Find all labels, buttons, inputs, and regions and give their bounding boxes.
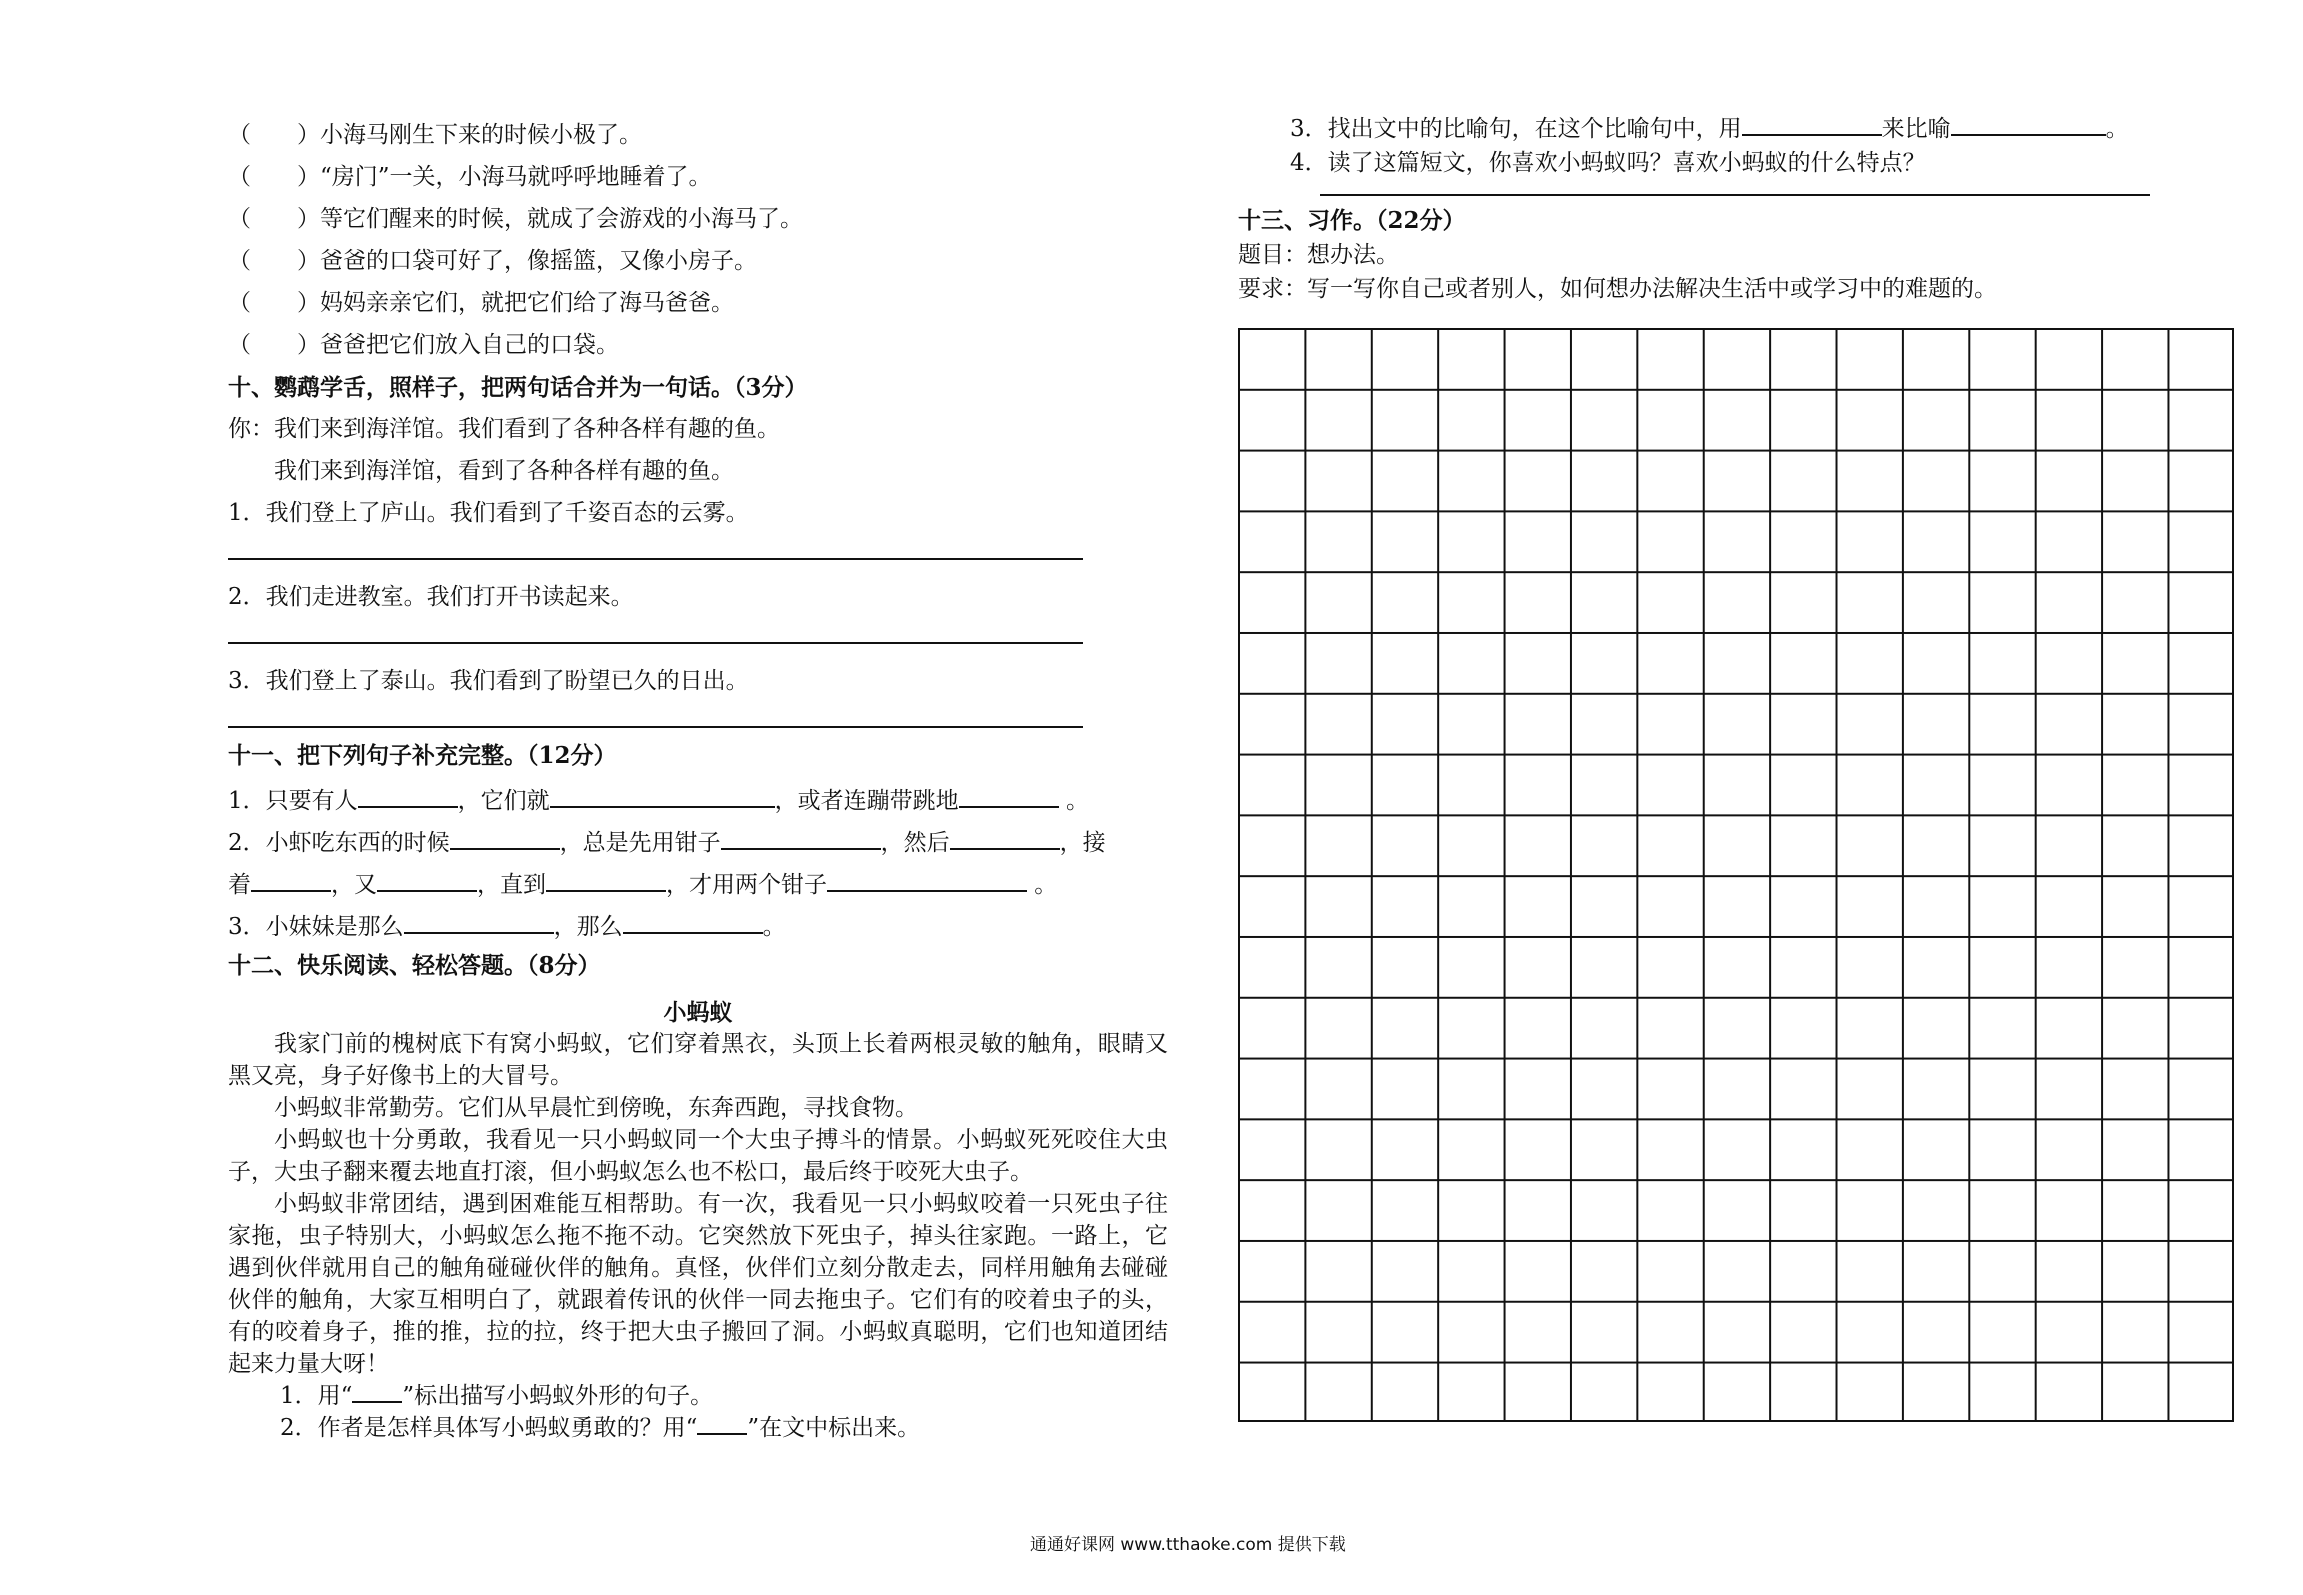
story-paragraph: 小蚂蚁非常勤劳。它们从早晨忙到傍晚，东奔西跑，寻找食物。 xyxy=(274,1095,918,1121)
right-column xyxy=(1238,112,2248,306)
wavy-line-sample xyxy=(352,1383,402,1403)
text: ，接 xyxy=(1059,830,1106,856)
blank[interactable] xyxy=(404,910,554,934)
blank[interactable] xyxy=(251,868,331,892)
text: 来比喻 xyxy=(1881,116,1951,142)
merge-question-1: 1．我们登上了庐山。我们看到了千姿百态的云雾。 xyxy=(228,500,749,526)
text: ，或者连蹦带跳地 xyxy=(774,788,959,814)
text: ，才用两个钳子 xyxy=(666,872,827,898)
fill-question-2-cont xyxy=(228,868,1228,910)
section-11-title: 十一、把下列句子补充完整。（12分） xyxy=(228,742,617,769)
order-item: （ ）小海马刚生下来的时候小极了。 xyxy=(228,122,642,148)
text: 。 xyxy=(2105,116,2129,142)
answer-line[interactable] xyxy=(228,558,1083,560)
story-body xyxy=(228,1028,1168,1380)
story-paragraph: 小蚂蚁也十分勇敢，我看见一只小蚂蚁同一个大虫子搏斗的情景。小蚂蚁死死咬住大虫子，大虫子翻来覆去地直打滚，但小蚂蚁怎么也不松口，最后终于咬死大虫子。 xyxy=(228,1127,1168,1185)
order-item: （ ）妈妈亲亲它们，就把它们给了海马爸爸。 xyxy=(228,290,734,316)
blank[interactable] xyxy=(623,910,763,934)
text: ，它们就 xyxy=(457,788,550,814)
fill-question-1 xyxy=(228,784,1228,826)
example-answer: 我们来到海洋馆，看到了各种各样有趣的鱼。 xyxy=(274,458,734,484)
blank[interactable] xyxy=(1951,112,2106,136)
text: ”标出描写小蚂蚁外形的句子。 xyxy=(402,1383,714,1409)
text: 。 xyxy=(762,914,786,940)
reading-question-3 xyxy=(1238,112,2248,146)
blank[interactable] xyxy=(546,868,666,892)
left-column xyxy=(228,122,1228,1444)
story-title: 小蚂蚁 xyxy=(663,999,733,1026)
section-12-title: 十二、快乐阅读、轻松答题。（8分） xyxy=(228,952,601,979)
text: 着 xyxy=(228,872,251,898)
story-paragraph: 我家门前的槐树底下有窝小蚂蚁，它们穿着黑衣，头顶上长着两根灵敏的触角，眼睛又黑又亮，身子好像书上的大冒号。 xyxy=(228,1031,1168,1089)
text: 1．只要有人 xyxy=(228,788,358,814)
text: 。 xyxy=(1058,788,1089,814)
blank[interactable] xyxy=(827,868,1027,892)
order-item: （ ）“房门”一关，小海马就呼呼地睡着了。 xyxy=(228,164,712,190)
essay-requirement: 要求：写一写你自己或者别人，如何想办法解决生活中或学习中的难题的。 xyxy=(1238,276,1997,302)
text: 3．小妹妹是那么 xyxy=(228,914,404,940)
text: 2．小虾吃东西的时候 xyxy=(228,830,450,856)
text: 2．作者是怎样具体写小蚂蚁勇敢的？用“ xyxy=(280,1415,698,1441)
text: ，然后 xyxy=(880,830,950,856)
example-sentence: 你：我们来到海洋馆。我们看到了各种各样有趣的鱼。 xyxy=(228,416,780,442)
text: ，直到 xyxy=(477,872,546,898)
text: ，又 xyxy=(331,872,377,898)
text: ”在文中标出来。 xyxy=(747,1415,921,1441)
section-13-title: 十三、习作。（22分） xyxy=(1238,207,1466,234)
answer-line[interactable] xyxy=(228,642,1083,644)
text: 3．找出文中的比喻句，在这个比喻句中，用 xyxy=(1290,116,1742,142)
order-item: （ ）爸爸的口袋可好了，像摇篮，又像小房子。 xyxy=(228,248,757,274)
blank[interactable] xyxy=(377,868,477,892)
reading-question-4: 4．读了这篇短文，你喜欢小蚂蚁吗？喜欢小蚂蚁的什么特点？ xyxy=(1290,150,1926,176)
text: ，总是先用钳子 xyxy=(559,830,721,856)
answer-line[interactable] xyxy=(1320,194,2150,196)
text: 1．用“ xyxy=(280,1383,353,1409)
order-item: （ ）等它们醒来的时候，就成了会游戏的小海马了。 xyxy=(228,206,803,232)
fill-question-2 xyxy=(228,826,1228,868)
merge-question-3: 3．我们登上了泰山。我们看到了盼望已久的日出。 xyxy=(228,668,749,694)
fill-question-3 xyxy=(228,910,1228,952)
blank[interactable] xyxy=(959,784,1059,808)
text: ，那么 xyxy=(553,914,623,940)
essay-topic: 题目：想办法。 xyxy=(1238,242,1399,268)
merge-question-2: 2．我们走进教室。我们打开书读起来。 xyxy=(228,584,634,610)
blank[interactable] xyxy=(950,826,1060,850)
text: 。 xyxy=(1027,872,1058,898)
order-item: （ ）爸爸把它们放入自己的口袋。 xyxy=(228,332,619,358)
footer-text: 通通好课网 www.tthaoke.com 提供下载 xyxy=(1030,1535,1346,1555)
section-10-title: 十、鹦鹉学舌，照样子，把两句话合并为一句话。（3分） xyxy=(228,374,808,401)
blank[interactable] xyxy=(450,826,560,850)
reading-question-2 xyxy=(228,1412,1228,1444)
reading-question-1 xyxy=(228,1380,1228,1412)
answer-line[interactable] xyxy=(228,726,1083,728)
story-paragraph: 小蚂蚁非常团结，遇到困难能互相帮助。有一次，我看见一只小蚂蚁咬着一只死虫子往家拖，虫子特别大，小蚂蚁怎么拖不拖不动。它突然放下死虫子，掉头往家跑。一路上，它遇到伙伴就用自己的触角碰碰伙伴的触角。真怪，伙伴们立刻分散走去，同样用触角去碰碰伙伴的触角，大家互相明白了，就跟着传讯的伙伴一同去拖虫子。它们有的咬着虫子的头，有的咬着身子，推的推，拉的拉，终于把大虫子搬回了洞。小蚂蚁真聪明，它们也知道团结起来力量大呀！ xyxy=(228,1191,1168,1377)
writing-grid[interactable] xyxy=(1238,328,2234,1422)
line-sample xyxy=(697,1415,747,1435)
blank[interactable] xyxy=(721,826,881,850)
blank[interactable] xyxy=(550,784,775,808)
blank[interactable] xyxy=(358,784,458,808)
blank[interactable] xyxy=(1742,112,1882,136)
